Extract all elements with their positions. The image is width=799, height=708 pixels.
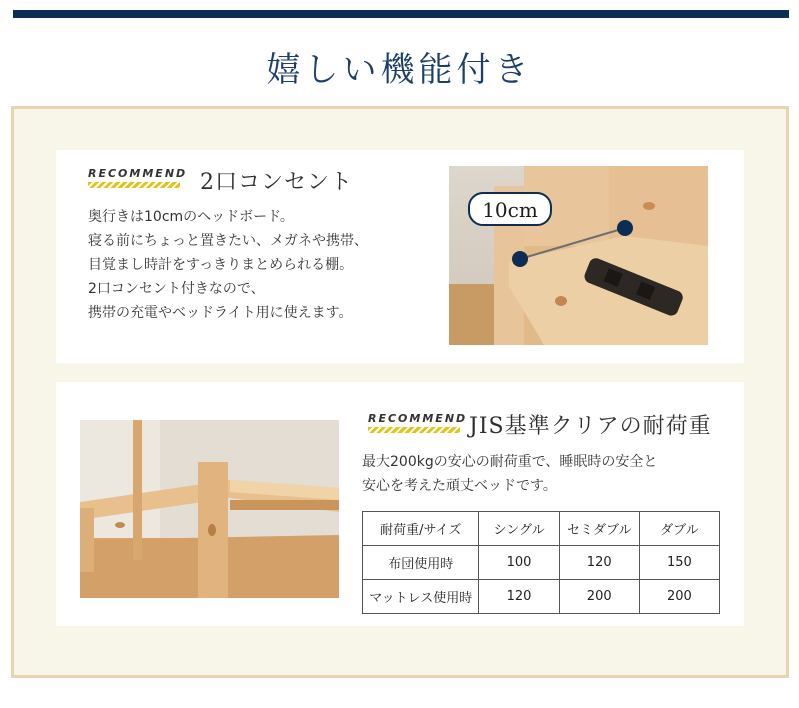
description-line: 安心を考えた頑丈ベッドです。 [362, 478, 557, 494]
table-cell: 150 [639, 546, 719, 580]
recommend-label: RECOMMEND [88, 167, 188, 180]
table-cell: 布団使用時 [363, 546, 479, 580]
section-heading-load: JIS基準クリアの耐荷重 [469, 414, 712, 439]
measure-point-icon [617, 220, 633, 236]
recommend-badge [88, 167, 187, 188]
headboard-outlet-photo [449, 166, 708, 345]
recommend-badge [368, 412, 467, 433]
table-header-row [363, 512, 720, 546]
headboard-illustration [449, 166, 708, 345]
badge-stripe [368, 427, 460, 433]
bed-frame-photo [80, 420, 339, 598]
measurement-callout: 10cm [482, 198, 538, 222]
table-cell: 100 [479, 546, 559, 580]
load-capacity-table [362, 511, 720, 614]
table-row [363, 546, 720, 580]
table-cell: 120 [479, 580, 559, 614]
table-cell: マットレス使用時 [363, 580, 479, 614]
page-title: 嬉しい機能付き [266, 50, 533, 90]
measure-point-icon [512, 251, 528, 267]
description-line: 最大200kgの安心の耐荷重で、睡眠時の安全と [362, 454, 658, 470]
table-header-cell: シングル [479, 512, 559, 546]
table-cell: 120 [559, 546, 639, 580]
recommend-label: RECOMMEND [368, 412, 468, 425]
table-row [363, 580, 720, 614]
table-cell: 200 [559, 580, 639, 614]
description-line: 奥行きは10cmのヘッドボード。 [88, 209, 294, 225]
section-heading-outlet: 2口コンセント [200, 170, 353, 195]
badge-stripe [88, 182, 180, 188]
top-accent-bar [13, 10, 789, 18]
load-description [362, 450, 657, 498]
description-line: 寝る前にちょっと置きたい、メガネや携帯、 [88, 233, 368, 249]
outlet-description [88, 205, 368, 325]
table-header-cell: 耐荷重/サイズ [363, 512, 479, 546]
table-header-cell: ダブル [639, 512, 719, 546]
table-header-cell: セミダブル [559, 512, 639, 546]
description-line: 携帯の充電やベッドライト用に使えます。 [88, 305, 353, 321]
description-line: 目覚まし時計をすっきりまとめられる棚。 [88, 257, 354, 273]
description-line: 2口コンセント付きなので、 [88, 281, 265, 297]
table-cell: 200 [639, 580, 719, 614]
bed-frame-illustration [80, 420, 339, 598]
